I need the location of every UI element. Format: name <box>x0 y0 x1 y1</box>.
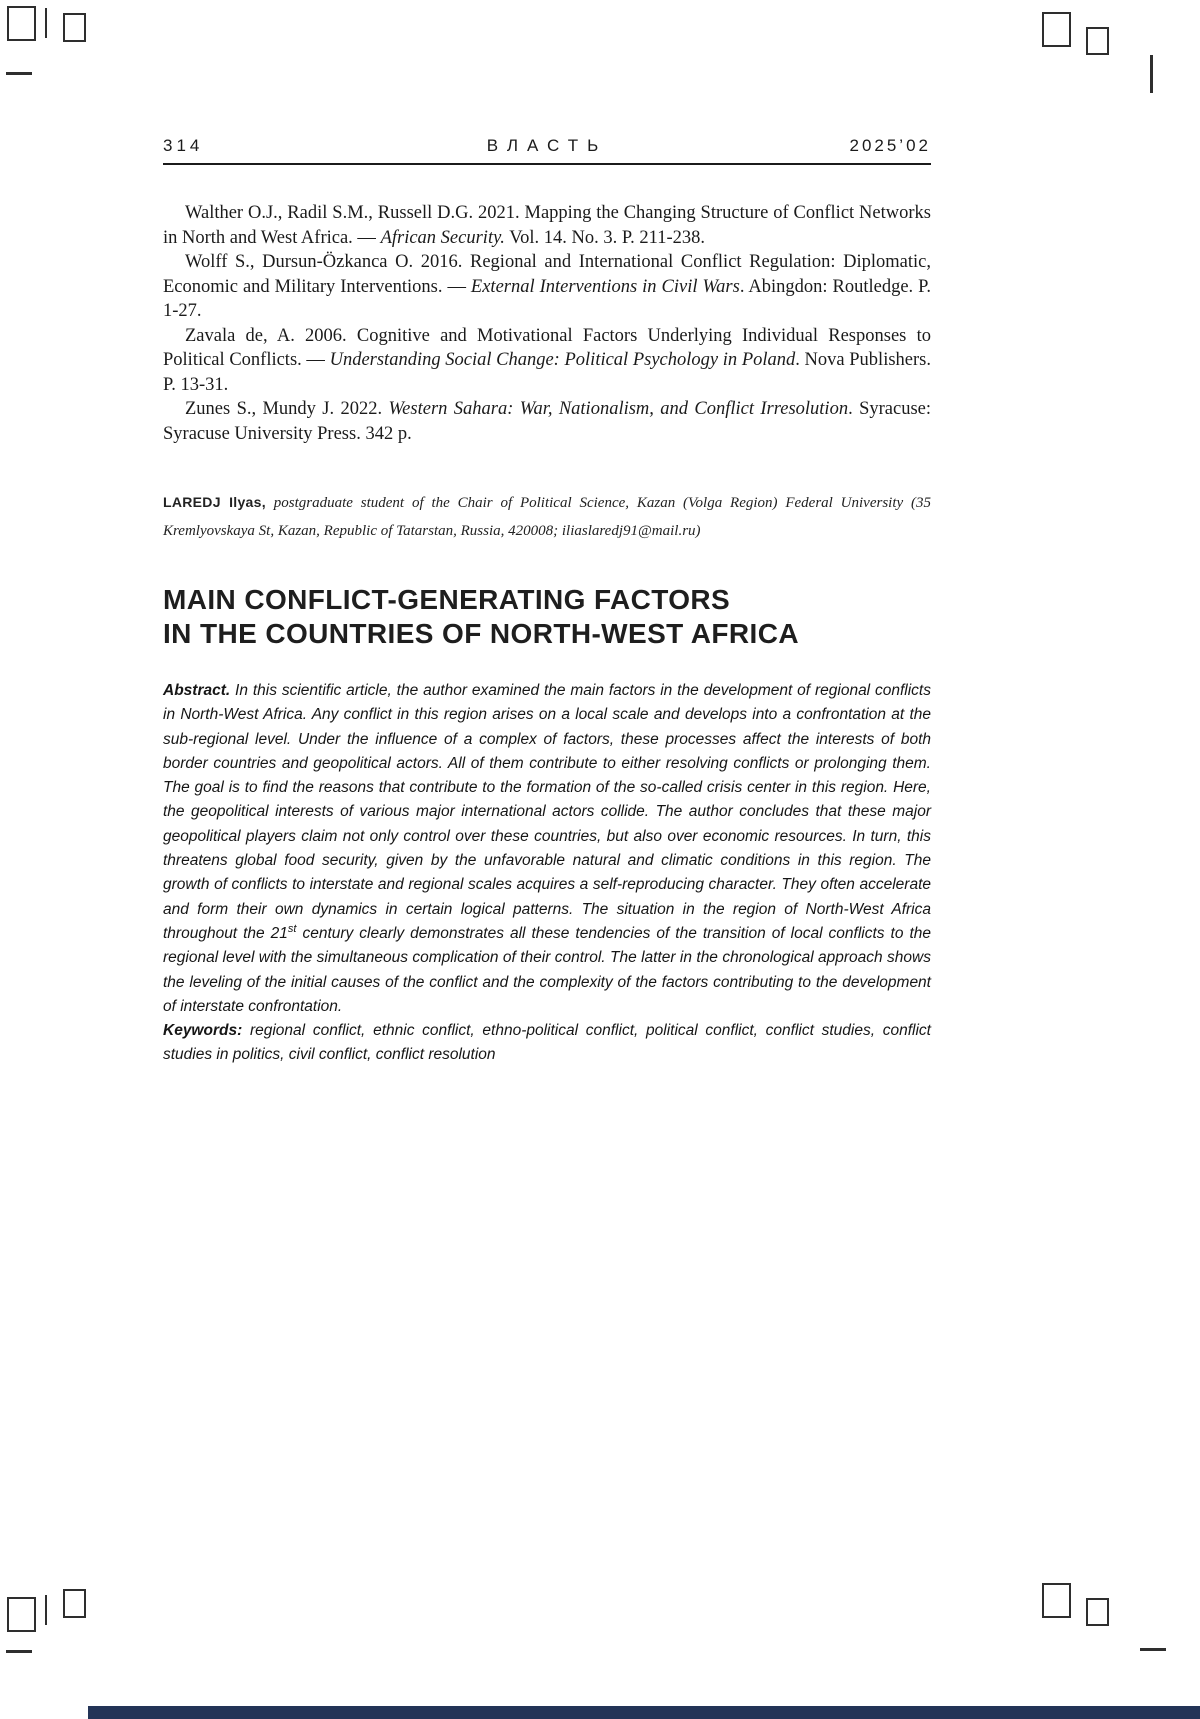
reference-entry <box>163 397 931 446</box>
keywords <box>163 1019 931 1068</box>
reference-source: African Security. <box>380 227 505 248</box>
crop-mark <box>63 1589 86 1618</box>
reference-text: Wolff S., Dursun-Özkanca O. 2016. Regional and International Conflict Regulation: Diplomatic, Economic and Military Interventions. — <box>163 252 931 297</box>
keywords-label: Keywords: <box>163 1022 243 1040</box>
journal-title: ВЛАСТЬ <box>486 136 608 155</box>
keywords-text: regional conflict, ethnic conflict, ethno-political conflict, political conflict, conflict studies, conflict studies in politics, civil conflict, conflict resolution <box>163 1022 931 1064</box>
crop-mark <box>45 1595 47 1625</box>
crop-mark <box>1086 27 1109 55</box>
article-title-line: IN THE COUNTRIES OF NORTH-WEST AFRICA <box>163 618 799 649</box>
reference-text: Vol. 14. No. 3. P. 211-238. <box>504 227 706 248</box>
reference-text: . Abingdon: Routledge. P. 1-27. <box>163 276 931 321</box>
page-content <box>163 136 931 1068</box>
issue-number: 2025’02 <box>849 136 931 155</box>
reference-source: Understanding Social Change: Political Psychology in Poland <box>329 350 796 370</box>
article-title <box>163 583 931 651</box>
reference-source: External Interventions in Civil Wars <box>470 276 740 297</box>
crop-mark <box>45 8 47 38</box>
crop-mark <box>1042 1583 1071 1618</box>
crop-mark <box>6 72 32 75</box>
page-number: 314 <box>163 136 204 155</box>
author-note <box>163 488 931 545</box>
crop-mark <box>1140 1648 1166 1651</box>
ordinal-superscript: st <box>287 922 297 935</box>
crop-mark <box>7 6 36 41</box>
reference-text: . Syracuse: Syracuse University Press. 342 p. <box>163 399 931 444</box>
author-name: LAREDJ Ilyas, <box>163 494 266 510</box>
references-section <box>163 201 931 446</box>
reference-entry <box>163 250 931 324</box>
crop-mark <box>1150 55 1153 93</box>
abstract-label: Abstract. <box>163 682 231 699</box>
crop-mark <box>1042 12 1071 47</box>
abstract <box>163 679 931 1019</box>
abstract-text: In this scientific article, the author examined the main factors in the development of regional conflicts in North-West Africa. Any conflict in this region arises on a local scale and develops into a confrontation at the sub-regional level. Under the influence of a complex of factors, these processes affect the interests of both border countries and geopolitical actors. All of them contribute to either resolving conflicts or prolonging them. The goal is to find the reasons that contribute to the formation of the so-called crisis center in this region. Here, the geopolitical interests of various major international actors collide. The author concludes that these major geopolitical players claim not only control over these countries, but also over economic resources. In turn, this threatens global food security, given by the unfavorable natural and climatic conditions in this region. The growth of conflicts to interstate and regional scales acquires a self-reproducing character. They often accelerate and form their own dynamics in certain logical patterns. The situation in the region of North-West Africa throughout the 21 <box>163 682 931 942</box>
reference-source: Western Sahara: War, Nationalism, and Conflict Irresolution <box>388 399 849 419</box>
crop-mark <box>7 1597 36 1632</box>
crop-mark <box>6 1650 32 1653</box>
reference-entry <box>163 324 931 398</box>
reference-entry <box>163 201 931 250</box>
article-title-line: MAIN CONFLICT-GENERATING FACTORS <box>163 584 731 615</box>
crop-mark <box>1086 1598 1109 1626</box>
reference-text: Zavala de, A. 2006. Cognitive and Motivational Factors Underlying Individual Responses to Political Conflicts. — <box>163 325 931 370</box>
reference-text: . Nova Publishers. P. 13-31. <box>163 350 931 395</box>
scan-edge-bar <box>88 1706 1200 1719</box>
author-affiliation: postgraduate student of the Chair of Political Science, Kazan (Volga Region) Federal University (35 Kremlyovskaya St, Kazan, Republic of Tatarstan, Russia, 420008; iliaslaredj91@mail.ru) <box>163 495 931 539</box>
reference-text: Walther O.J., Radil S.M., Russell D.G. 2021. Mapping the Changing Structure of Conflict Networks in North and West Africa. — <box>163 203 931 248</box>
running-head <box>163 136 931 165</box>
abstract-text: century clearly demonstrates all these tendencies of the transition of local conflicts to the regional level with the simultaneous complication of their control. The latter in the chronological approach shows the leveling of the initial causes of the conflict and the complexity of the factors contributing to the development of interstate confrontation. <box>163 924 931 1015</box>
reference-text: Zunes S., Mundy J. 2022. <box>185 399 389 419</box>
crop-mark <box>63 13 86 42</box>
